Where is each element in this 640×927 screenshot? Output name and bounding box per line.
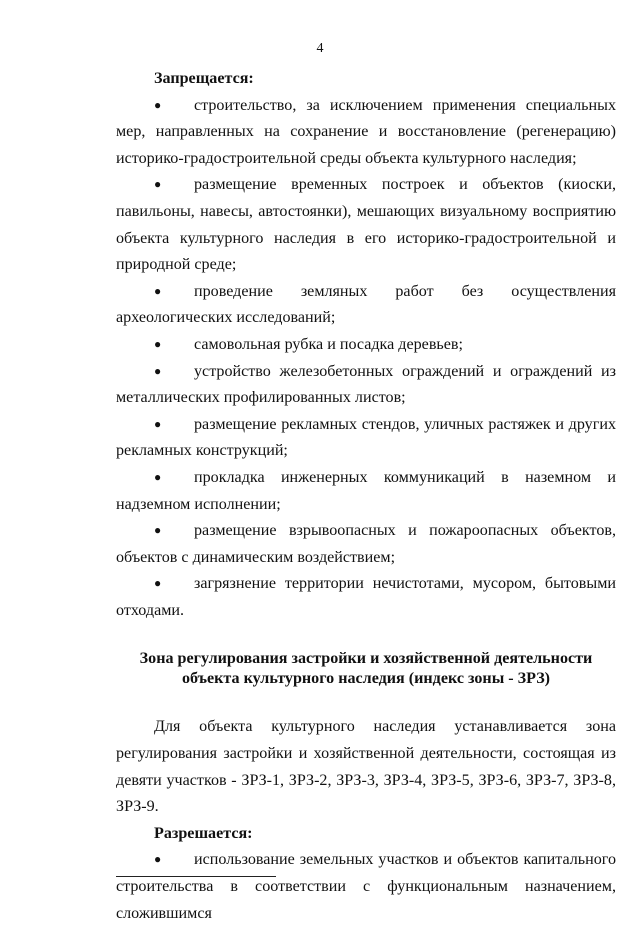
- list-item: [116, 359, 616, 412]
- list-item-text: загрязнение территории нечистотами, мусором, бытовыми отходами.: [116, 575, 616, 619]
- bullet-icon: ●: [154, 469, 162, 484]
- prohibited-heading: Запрещается:: [154, 70, 254, 87]
- list-item-text: размещение взрывоопасных и пожароопасных объектов, объектов с динамическим воздействием;: [116, 522, 616, 566]
- bullet-icon: ●: [154, 283, 162, 298]
- list-item-text: проведение земляных работ без осуществления археологических исследований;: [116, 282, 616, 327]
- list-item: [116, 172, 616, 278]
- bullet-icon: ●: [154, 336, 162, 351]
- zone-title: [116, 649, 616, 689]
- bullet-icon: ●: [154, 576, 162, 591]
- list-item: [116, 847, 616, 927]
- bullet-icon: ●: [154, 852, 162, 867]
- list-item-text: размещение временных построек и объектов (киоски, павильоны, навесы, автостоянки), мешающих визуальному восприятию объекта культурного наследия в его историко-градостроительной и природной среде;: [116, 176, 616, 274]
- zone-title-line-2: объекта культурного наследия (индекс зоны - ЗРЗ): [181, 670, 551, 688]
- list-item: [116, 571, 616, 624]
- zone-title-line-1: Зона регулирования застройки и хозяйственной деятельности: [139, 650, 593, 668]
- list-item: [116, 465, 616, 518]
- list-item-text: размещение рекламных стендов, уличных растяжек и других рекламных конструкций;: [116, 415, 616, 460]
- prohibited-list: [116, 93, 616, 625]
- bullet-icon: ●: [154, 416, 162, 431]
- list-item-text: использование земельных участков и объектов капитального строительства в соответствии с функциональным назначением, сложившимся: [116, 851, 616, 922]
- permitted-heading: Разрешается:: [154, 824, 253, 842]
- page-body: [116, 66, 616, 927]
- list-item-text: устройство железобетонных ограждений и ограждений из металлических профилированных листов;: [116, 362, 616, 407]
- zone-paragraph: Для объекта культурного наследия устанавливается зона регулирования застройки и хозяйственной деятельности, состоящая из девяти участков - ЗРЗ-1, ЗРЗ-2, ЗРЗ-3, ЗРЗ-4, ЗРЗ-5, ЗРЗ-6, ЗРЗ-7, ЗРЗ-8, ЗРЗ-9.: [116, 718, 616, 816]
- bullet-icon: ●: [154, 97, 162, 112]
- bullet-icon: ●: [154, 523, 162, 538]
- list-item-text: строительство, за исключением применения специальных мер, направленных на сохранение и восстановление (регенерацию) историко-градостроительной среды объекта культурного наследия;: [116, 96, 616, 167]
- footnote-rule: [116, 876, 276, 877]
- list-item: [116, 93, 616, 173]
- list-item: [116, 332, 616, 359]
- list-item: [116, 518, 616, 571]
- page-number: 4: [316, 41, 324, 56]
- list-item: [116, 412, 616, 465]
- list-item-text: прокладка инженерных коммуникаций в наземном и надземном исполнении;: [116, 468, 616, 513]
- permitted-list: [116, 847, 616, 927]
- list-item-text: самовольная рубка и посадка деревьев;: [194, 335, 463, 353]
- bullet-icon: ●: [154, 363, 162, 378]
- list-item: [116, 279, 616, 332]
- bullet-icon: ●: [154, 177, 162, 192]
